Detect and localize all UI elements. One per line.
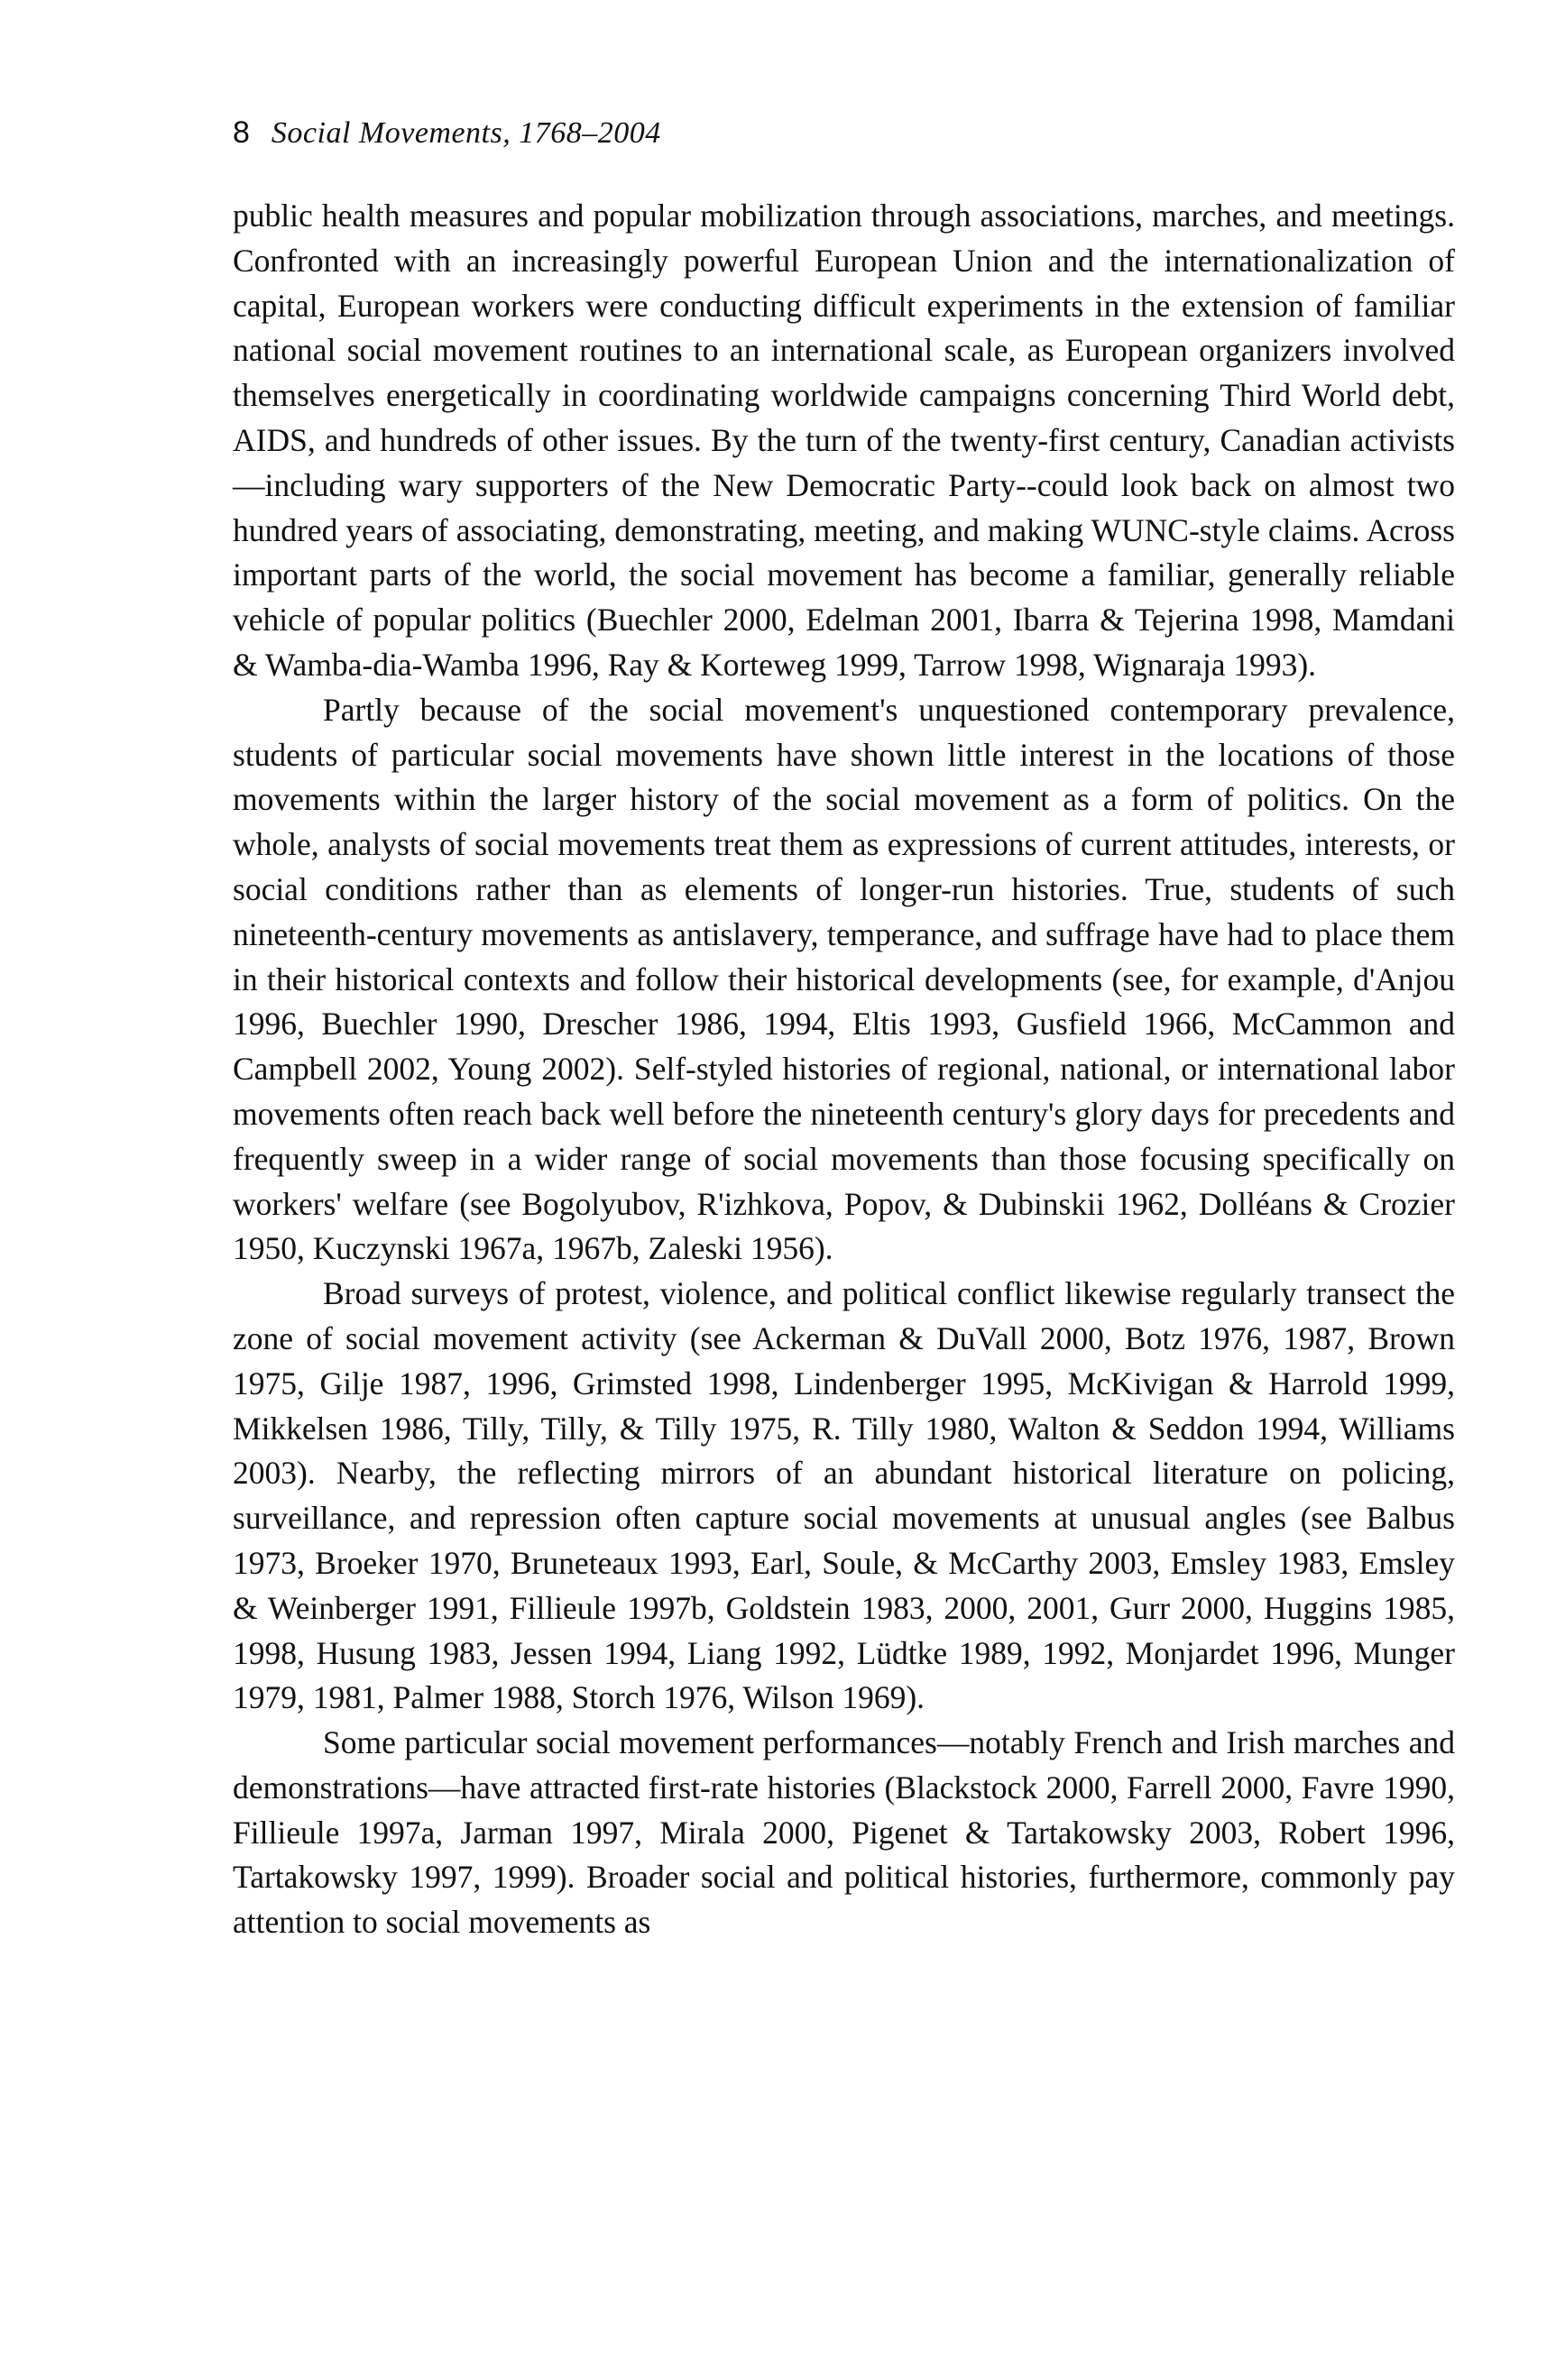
paragraph-protest-surveys: Broad surveys of protest, violence, and political conflict likewise regularly transect the zone of social movement activity (see Ackerman & DuVall 2000, Botz 1976, 1987, Brown 1975, Gilje 1987, 1996, Grimsted 1998, Lindenberger 1995, McKivigan & Harrold 1999, Mikkelsen 1986, Tilly, Tilly, & Tilly 1975, R. Tilly 1980, Walton & Seddon 1994, Williams 2003). Nearby, the reflecting mirrors of an abundant historical literature on policing, surveillance, and repression often capture social movements at unusual angles (see Balbus 1973, Broeker 1970, Bruneteaux 1993, Earl, Soule, & McCarthy 2003, Emsley 1983, Emsley & Weinberger 1991, Fillieule 1997b, Goldstein 1983, 2000, 2001, Gurr 2000, Huggins 1985, 1998, Husung 1983, Jessen 1994, Liang 1992, Lüdtke 1989, 1992, Monjardet 1996, Munger 1979, 1981, Palmer 1988, Storch 1976, Wilson 1969). [233, 1275, 1455, 1716]
paragraph-continued: public health measures and popular mobilization through associations, marches, and meetings. Confronted with an increasingly powerful European Union and the internationalization of capital, European workers were conducting difficult experiments in the extension of familiar national social movement routines to an international scale, as European organizers involved themselves energetically in coordinating worldwide campaigns concerning Third World debt, AIDS, and hundreds of other issues. By the turn of the twenty-first century, Canadian activists—including wary supporters of the New Democratic Party--could look back on almost two hundred years of associating, demonstrating, meeting, and making WUNC-style claims. Across important parts of the world, the social movement has become a familiar, generally reliable vehicle of popular politics (Buechler 2000, Edelman 2001, Ibarra & Tejerina 1998, Mamdani & Wamba-dia-Wamba 1996, Ray & Korteweg 1999, Tarrow 1998, Wignaraja 1993). [233, 198, 1455, 683]
page-number: 8 [233, 115, 250, 150]
paragraph-performances: Some particular social movement performances—notably French and Irish marches and demonstrations—have attracted first-rate histories (Blackstock 2000, Farrell 2000, Favre 1990, Fillieule 1997a, Jarman 1997, Mirala 2000, Pigenet & Tartakowsky 2003, Robert 1996, Tartakowsky 1997, 1999). Broader social and political histories, furthermore, commonly pay attention to social movements as [233, 1724, 1455, 1941]
running-title: Social Movements, 1768–2004 [271, 116, 661, 150]
page-header [233, 115, 1459, 170]
body-text [233, 194, 1455, 1945]
paragraph-movement-histories: Partly because of the social movement's unquestioned contemporary prevalence, students of particular social movements have shown little interest in the locations of those movements within the larger history of the social movement as a form of politics. On the whole, analysts of social movements treat them as expressions of current attitudes, interests, or social conditions rather than as elements of longer-run histories. True, students of such nineteenth-century movements as antislavery, temperance, and suffrage have had to place them in their historical contexts and follow their historical developments (see, for example, d'Anjou 1996, Buechler 1990, Drescher 1986, 1994, Eltis 1993, Gusfield 1966, McCammon and Campbell 2002, Young 2002). Self-styled histories of regional, national, or international labor movements often reach back well before the nineteenth century's glory days for precedents and frequently sweep in a wider range of social movements than those focusing specifically on workers' welfare (see Bogolyubov, R'izhkova, Popov, & Dubinskii 1962, Dolléans & Crozier 1950, Kuczynski 1967a, 1967b, Zaleski 1956). [233, 691, 1455, 1267]
